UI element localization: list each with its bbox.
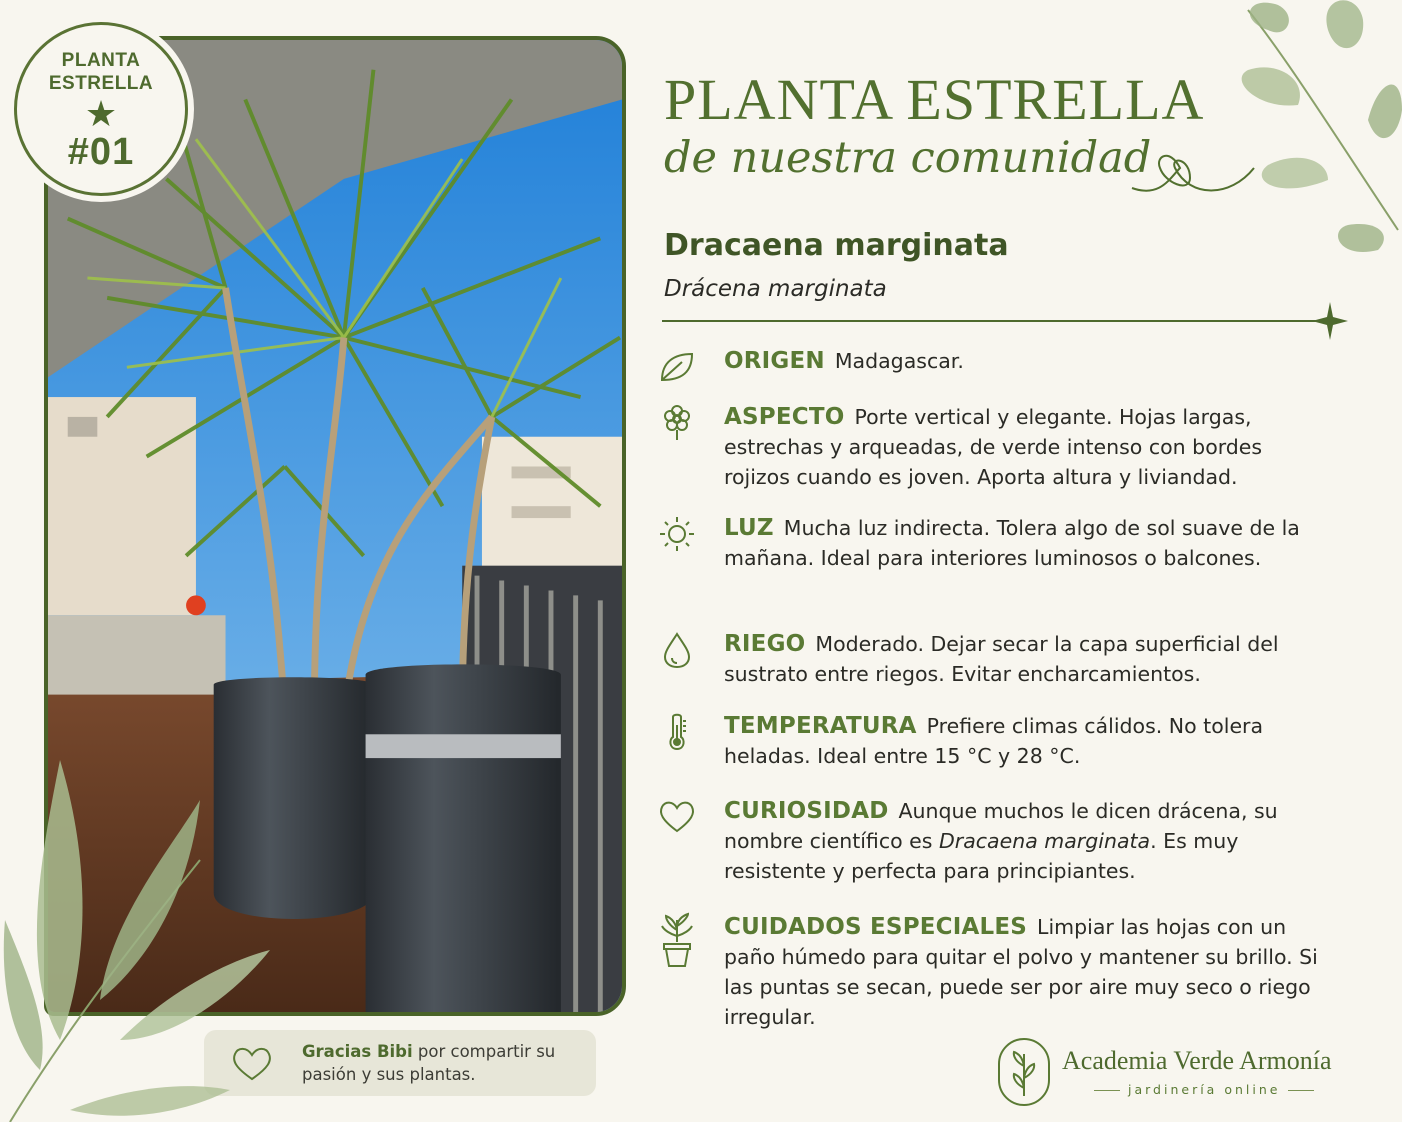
thanks-note [204, 1030, 596, 1096]
badge-line2: ESTRELLA [48, 73, 154, 94]
row-label: CURIOSIDAD [724, 798, 889, 824]
row-text-italic: Dracaena marginata [938, 829, 1151, 853]
row-text: Mucha luz indirecta. Tolera algo de sol suave de la mañana. Ideal para interiores luminosos o balcones. [724, 516, 1300, 570]
row-text-after: . Es muy resistente y perfecta para principiantes. [724, 829, 1239, 883]
badge-line1: PLANTA [61, 50, 141, 71]
scientific-name: Drácena marginata [664, 276, 887, 302]
row-label: ORIGEN [724, 348, 825, 374]
star-icon: ★ [84, 94, 118, 135]
thermometer-icon [656, 711, 698, 753]
thanks-name: Gracias Bibi [302, 1042, 413, 1061]
thanks-text: por compartir su pasión y sus plantas. [302, 1042, 556, 1084]
row-text-before: Aunque muchos le dicen drácena, su nombre científico es [724, 799, 1278, 853]
row-text: Porte vertical y elegante. Hojas largas, estrechas y arqueadas, de verde intenso con bordes rojizos cuando es joven. Aporta altura y liviandad. [724, 405, 1263, 489]
row-label: LUZ [724, 515, 774, 541]
heart-icon [656, 796, 698, 838]
star-plant-badge [14, 22, 188, 196]
sun-icon [656, 513, 698, 555]
row-label: RIEGO [724, 631, 806, 657]
page-subtitle: de nuestra comunidad [664, 133, 1152, 183]
row-label: ASPECTO [724, 404, 845, 430]
academy-tagline: jardinería online [1086, 1082, 1322, 1097]
heart-icon [230, 1043, 274, 1083]
academy-logo-icon [996, 1036, 1052, 1108]
water-drop-icon [656, 629, 698, 671]
page-title: PLANTA ESTRELLA [664, 67, 1205, 132]
common-name: Dracaena marginata [664, 228, 1009, 263]
badge-number: #01 [67, 131, 135, 173]
row-text: Moderado. Dejar secar la capa superficial del sustrato entre riegos. Evitar encharcamientos. [724, 632, 1279, 686]
row-text: Madagascar. [834, 349, 964, 373]
potted-plant-icon [656, 912, 698, 968]
academy-name: Academia Verde Armonía [1062, 1046, 1332, 1075]
row-label: TEMPERATURA [724, 713, 917, 739]
row-label: CUIDADOS ESPECIALES [724, 914, 1028, 940]
flower-icon [656, 402, 698, 444]
leaf-icon [656, 346, 698, 388]
leaves-decoration-top-right [1228, 0, 1402, 300]
divider-line [662, 300, 1352, 344]
row-text: Limpiar las hojas con un paño húmedo para quitar el polvo y mantener su brillo. Si las puntas se secan, puede ser por aire muy seco o riego irregular. [724, 915, 1318, 1029]
row-text: Prefiere climas cálidos. No tolera heladas. Ideal entre 15 °C y 28 °C. [724, 714, 1264, 768]
